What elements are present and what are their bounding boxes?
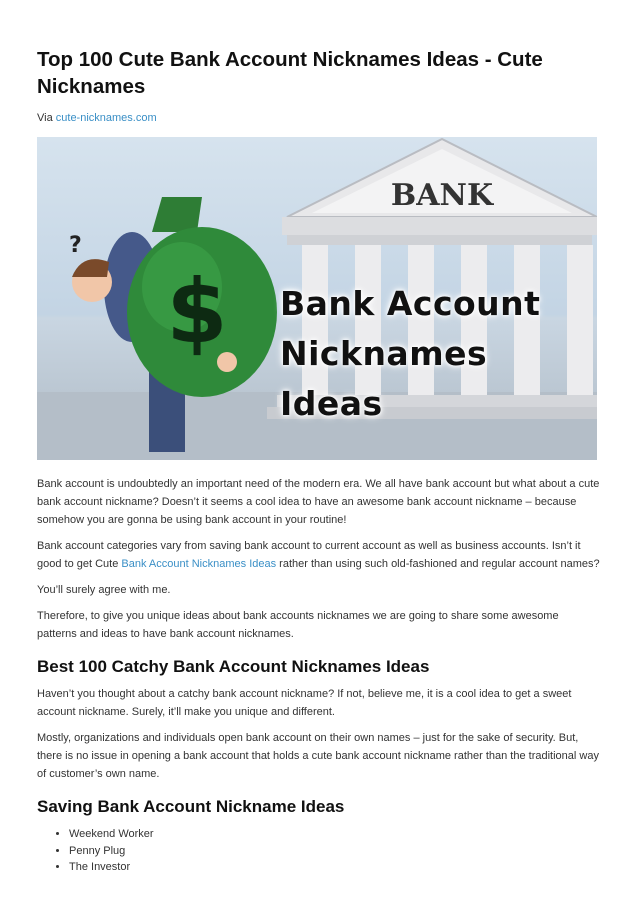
hero-image — [37, 137, 597, 460]
paragraph-categories-before: Bank account categories vary from saving bank account to current account as well as business accounts. Isn’t it good to get Cute — [37, 540, 581, 570]
bank-sign: BANK — [390, 178, 494, 213]
via-label: Via — [37, 112, 53, 124]
paragraph-catchy: Haven’t you thought about a catchy bank account nickname? If not, believe me, it is a cool idea to get a sweet account nickname. Surely, it’ll make you unique and different. — [37, 688, 572, 718]
paragraph-categories — [37, 537, 601, 573]
paragraph-agree: You’ll surely agree with me. — [37, 584, 171, 596]
overlay-line-1: Bank Account — [280, 284, 541, 323]
paragraph-categories-after: rather than using such old-fashioned and regular account names? — [276, 558, 600, 570]
paragraph-organizations: Mostly, organizations and individuals open bank account on their own names – just for the sake of security. But, there is no issue in opening a bank account that holds a cute bank account nickname rather than the traditional way of customer’s own name. — [37, 732, 599, 780]
nicknames-ideas-link[interactable]: Bank Account Nicknames Ideas — [121, 558, 277, 570]
hero-overlay-text — [280, 279, 597, 429]
list-item: • Weekend Worker — [69, 826, 601, 843]
overlay-line-2: Nicknames Ideas — [280, 334, 488, 423]
source-link[interactable]: cute-nicknames.com — [55, 112, 157, 124]
page-title: Top 100 Cute Bank Account Nicknames Ideas - Cute Nicknames — [37, 48, 543, 98]
source-line — [37, 112, 601, 124]
nickname-list — [37, 826, 601, 876]
paragraph-intro: Bank account is undoubtedly an important need of the modern era. We all have bank account but what about a cute bank account nickname? Doesn’t it seems a cool idea to have an awesome bank account nickname – because somehow you are gonna be using bank account in your routine! — [37, 478, 600, 526]
list-item: • Penny Plug — [69, 843, 601, 860]
question-mark-icon: ? — [69, 233, 82, 258]
paragraph-therefore: Therefore, to give you unique ideas about bank accounts nicknames we are going to share some awesome patterns and ideas to have bank account nicknames. — [37, 610, 559, 640]
section-heading-saving: Saving Bank Account Nickname Ideas — [37, 797, 345, 816]
section-heading-best-100: Best 100 Catchy Bank Account Nicknames Ideas — [37, 657, 430, 676]
list-item: • The Investor — [69, 859, 601, 876]
dollar-sign-icon: $ — [166, 260, 228, 363]
